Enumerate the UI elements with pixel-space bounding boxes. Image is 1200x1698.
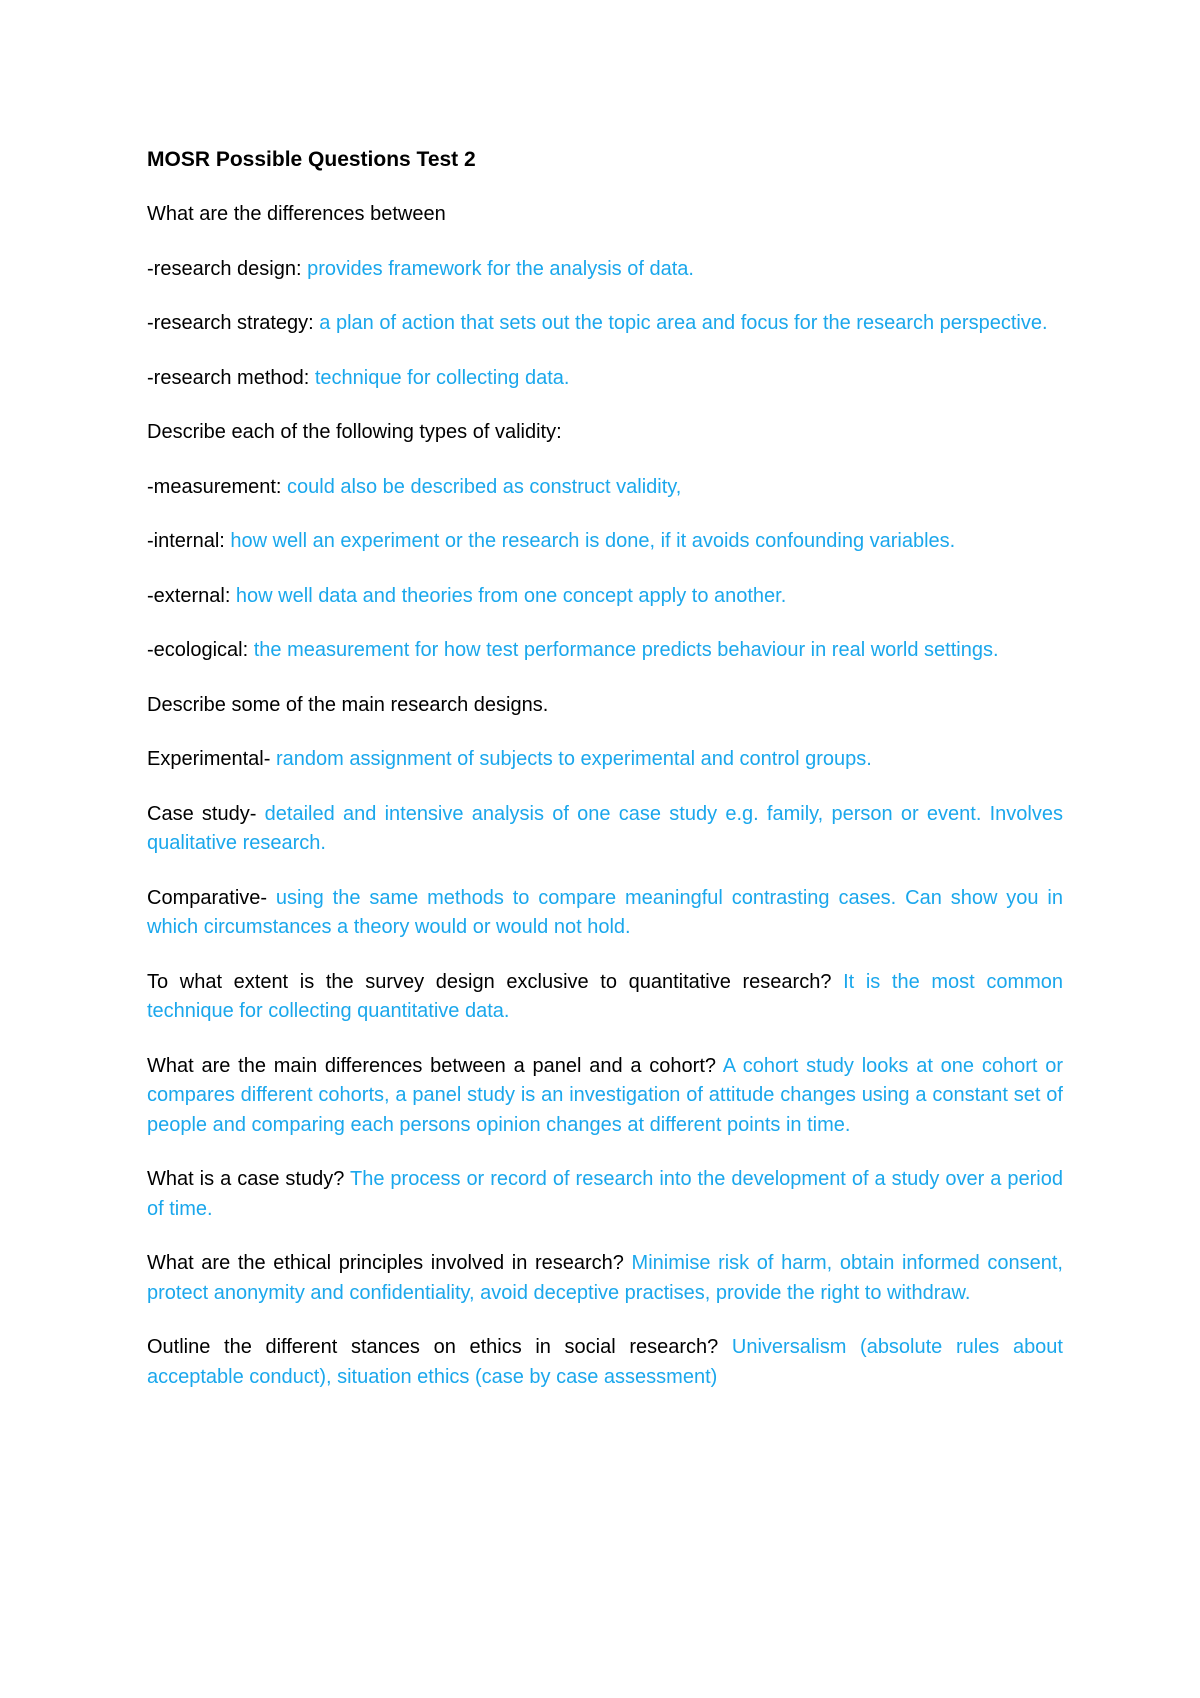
- answer-text: a plan of action that sets out the topic area and focus for the research perspective.: [313, 312, 1048, 334]
- answer-text: Universalism (absolute rules about acceptable conduct), situation ethics (case by case assessment): [147, 1336, 1063, 1388]
- question-text: Describe some of the main research designs.: [147, 693, 549, 716]
- paragraph-ethics-stances: [147, 1333, 1063, 1392]
- paragraph-ethical-principles: [147, 1249, 1063, 1308]
- question-text: What are the ethical principles involved in research?: [147, 1252, 624, 1274]
- question-text: Describe each of the following types of validity:: [147, 421, 562, 443]
- answer-text: technique for collecting data.: [309, 366, 570, 389]
- paragraph-research-method: [147, 364, 1063, 394]
- question-text: -ecological:: [147, 639, 249, 661]
- answer-text: It is the most common technique for collecting quantitative data.: [147, 970, 1064, 1022]
- question-text: -research method:: [147, 366, 310, 389]
- answer-text: random assignment of subjects to experimental and control groups.: [270, 748, 872, 770]
- answer-text: using the same methods to compare meaningful contrasting cases. Can show you in which circumstances a theory would or would not hold.: [147, 886, 1063, 938]
- paragraph-validity-intro: [147, 418, 1063, 448]
- question-text: -internal:: [147, 530, 225, 552]
- question-text: Comparative-: [147, 886, 268, 909]
- document-title: MOSR Possible Questions Test 2: [147, 148, 476, 171]
- answer-text: the measurement for how test performance predicts behaviour in real world settings.: [248, 639, 999, 661]
- paragraph-ecological: [147, 636, 1063, 666]
- paragraph-research-strategy: [147, 309, 1063, 339]
- answer-text: Minimise risk of harm, obtain informed consent, protect anonymity and confidentiality, avoid deceptive practises, provide the right to withdraw.: [147, 1252, 1063, 1304]
- question-text: -measurement:: [147, 475, 282, 498]
- paragraph-measurement: [147, 473, 1063, 503]
- paragraph-what-is-case-study: [147, 1165, 1063, 1224]
- document-page: [147, 146, 1063, 1417]
- question-text: Outline the different stances on ethics in social research?: [147, 1336, 719, 1358]
- answer-text: how well an experiment or the research is done, if it avoids confounding variables.: [224, 530, 956, 552]
- paragraph-survey-design: [147, 968, 1063, 1027]
- paragraph-external: [147, 582, 1063, 612]
- paragraph-comparative: [147, 884, 1063, 943]
- answer-text: could also be described as construct validity,: [281, 475, 682, 498]
- answer-text: A cohort study looks at one cohort or compares different cohorts, a panel study is an investigation of attitude changes using a constant set of people and comparing each persons opinion changes at different points in time.: [147, 1054, 1063, 1136]
- answer-text: how well data and theories from one concept apply to another.: [230, 584, 787, 607]
- question-text: What are the differences between: [147, 203, 446, 225]
- question-text: Experimental-: [147, 748, 271, 770]
- paragraph-panel-cohort: [147, 1052, 1063, 1141]
- question-text: Case study-: [147, 802, 257, 825]
- paragraph-differences-intro: [147, 200, 1063, 230]
- question-text: What is a case study?: [147, 1168, 345, 1190]
- answer-text: detailed and intensive analysis of one case study e.g. family, person or event. Involves qualitative research.: [147, 802, 1063, 854]
- paragraph-case-study: [147, 800, 1063, 859]
- question-text: To what extent is the survey design exclusive to quantitative research?: [147, 970, 832, 993]
- question-text: What are the main differences between a panel and a cohort?: [147, 1054, 717, 1077]
- question-text: -external:: [147, 584, 231, 607]
- paragraph-experimental: [147, 745, 1063, 775]
- question-text: -research design:: [147, 257, 302, 280]
- answer-text: provides framework for the analysis of data.: [301, 257, 694, 280]
- answer-text: The process or record of research into the development of a study over a period of time.: [147, 1168, 1063, 1220]
- paragraph-research-design: [147, 255, 1063, 285]
- paragraph-internal: [147, 527, 1063, 557]
- question-text: -research strategy:: [147, 312, 314, 334]
- paragraph-designs-intro: [147, 691, 1063, 721]
